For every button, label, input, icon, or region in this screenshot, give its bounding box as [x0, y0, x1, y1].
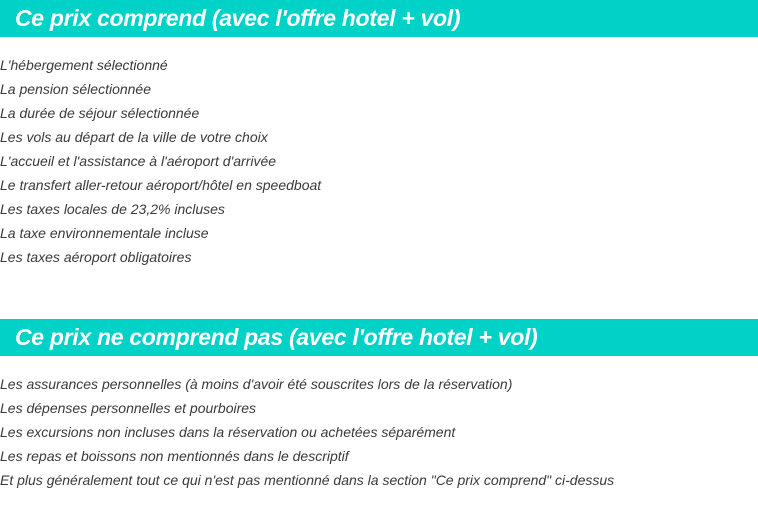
list-item: Les repas et boissons non mentionnés dans le descriptif [0, 448, 349, 464]
list-item: L'accueil et l'assistance à l'aéroport d'arrivée [0, 153, 277, 169]
excludes-section-header [0, 319, 758, 356]
list-item: Les vols au départ de la ville de votre choix [0, 129, 268, 145]
includes-list [0, 53, 321, 269]
includes-section-title: Ce prix comprend (avec l'offre hotel + vol) [15, 5, 461, 31]
list-item: La taxe environnementale incluse [0, 225, 209, 241]
list-item: L'hébergement sélectionné [0, 57, 168, 73]
list-item: Les taxes locales de 23,2% incluses [0, 201, 225, 217]
list-item: Les assurances personnelles (à moins d'avoir été souscrites lors de la réservation) [0, 376, 513, 392]
excludes-list [0, 372, 614, 492]
excludes-section-title: Ce prix ne comprend pas (avec l'offre hotel + vol) [15, 324, 538, 350]
list-item: La pension sélectionnée [0, 81, 152, 97]
includes-section-header [0, 0, 758, 37]
list-item: Et plus généralement tout ce qui n'est pas mentionné dans la section "Ce prix comprend" ci-dessus [0, 472, 615, 488]
list-item: Les taxes aéroport obligatoires [0, 249, 192, 265]
list-item: La durée de séjour sélectionnée [0, 105, 200, 121]
list-item: Les dépenses personnelles et pourboires [0, 400, 257, 416]
list-item: Le transfert aller-retour aéroport/hôtel en speedboat [0, 177, 322, 193]
list-item: Les excursions non incluses dans la réservation ou achetées séparément [0, 424, 456, 440]
